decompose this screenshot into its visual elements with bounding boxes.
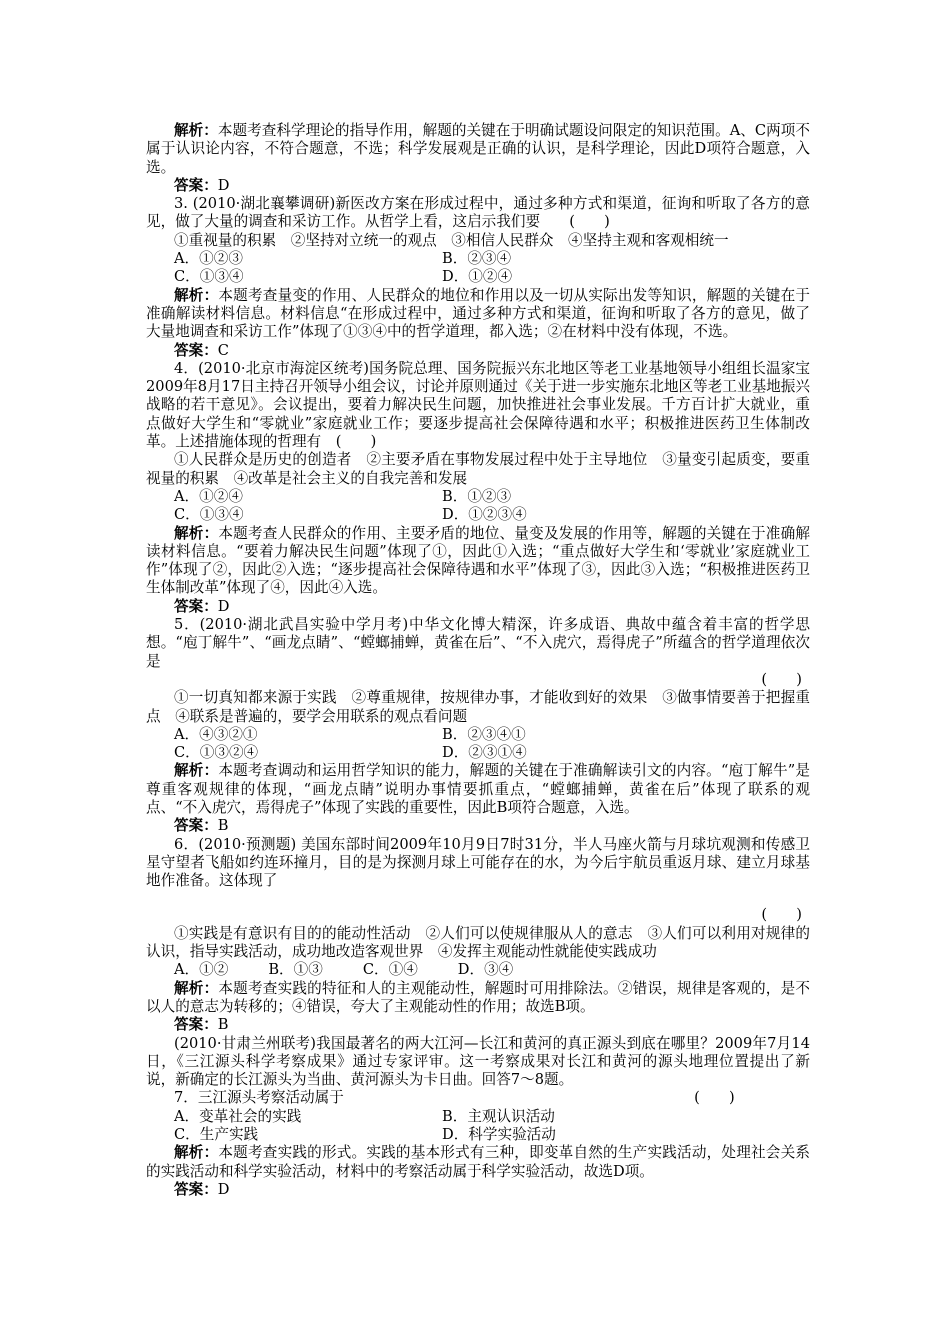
option-row (146, 744, 810, 762)
option-item: C．①④ (362, 961, 418, 979)
option-b: B．②③④① (442, 725, 526, 743)
answer-text: D (217, 597, 230, 615)
choice-statements: ①人民群众是历史的创造者 ②主要矛盾在事物发展过程中处于主导地位 ③量变引起质变，要重视量的积累 ④改革是社会主义的自我完善和发展 (146, 451, 810, 487)
option-a: C．①③②④ (174, 744, 259, 762)
question-stem: 3. (2010·湖北襄攀调研)新医改方案在形成过程中，通过多种方式和渠道，征询和听取了各方的意见，做了大量的调查和采访工作。从哲学上看，这启示我们要 ( ) (146, 195, 810, 231)
answer-line (146, 177, 810, 195)
answer-label: 答案： (174, 341, 218, 359)
option-b: D．①②③④ (442, 506, 527, 524)
option-b: B．①②③ (442, 487, 512, 505)
answer-line (146, 817, 810, 835)
question-stem: (2010·甘肃兰州联考)我国最著名的两大江河—长江和黄河的真正源头到底在哪里？2009年7月14日，《三江源头科学考察成果》通过专家评审。这一考察成果对长江和黄河的源头地理位置提出了新说，新确定的长江源头为当曲、黄河源头为卡日曲。回答7～8题。 (146, 1034, 810, 1089)
analysis-text: 本题考查量变的作用、人民群众的地位和作用以及一切从实际出发等知识，解题的关键在于准确解读材料信息。材料信息“在形成过程中，通过多种方式和渠道，征询和听取了各方的意见，做了大量地调查和采访工作”体现了①③④中的哲学道理，都入选；②在材料中没有体现，不选。 (146, 286, 810, 341)
analysis-text: 本题考查实践的特征和人的主观能动性，解题时可用排除法。②错误，规律是客观的，是不以人的意志为转移的；④错误，夸大了主观能动性的作用；故选B项。 (146, 979, 810, 1015)
question-stem: 6．(2010·预测题) 美国东部时间2009年10月9日7时31分，半人马座火箭与月球坑观测和传感卫星守望者飞船如约连环撞月，目的是为探测月球上可能存在的水，为今后宇航员重返月球、建立月球基地作准备。这体现了 (146, 835, 810, 890)
analysis-label: 解析： (174, 286, 219, 304)
option-item: D．③④ (457, 961, 514, 979)
answer-text: D (217, 1180, 230, 1198)
answer-line (146, 342, 810, 360)
analysis-text: 本题考查科学理论的指导作用，解题的关键在于明确试题设问限定的知识范围。A、C两项不属于认识论内容，不符合题意，不选；科学发展观是正确的认识，是科学理论，因此D项符合题意，入选。 (146, 122, 810, 176)
option-b: B．主观认识活动 (442, 1107, 555, 1125)
answer-label: 答案： (174, 1016, 218, 1034)
analysis-paragraph (146, 762, 810, 817)
analysis-label: 解析： (174, 1144, 219, 1162)
option-row (146, 1126, 810, 1144)
answer-blank: ( ) (761, 670, 802, 688)
option-b: D．科学实验活动 (442, 1126, 556, 1144)
option-row (146, 506, 810, 524)
option-b: D．①②④ (442, 268, 513, 286)
document-page (146, 122, 810, 1199)
option-row (146, 961, 810, 979)
option-row (146, 488, 810, 506)
analysis-paragraph (146, 122, 810, 177)
analysis-label: 解析： (174, 979, 219, 997)
option-a: A．④③②① (174, 725, 258, 743)
answer-label: 答案： (174, 1180, 218, 1198)
analysis-text: 本题考查调动和运用哲学知识的能力，解题的关键在于准确解读引文的内容。“庖丁解牛”是尊重客观规律的体现，“画龙点睛”说明办事情要抓重点，“螳螂捕蝉，黄雀在后”体现了联系的观点、“不入虎穴，焉得虎子”体现了实践的重要性，因此B项符合题意，入选。 (146, 762, 810, 816)
analysis-label: 解析： (174, 524, 219, 542)
analysis-paragraph (146, 287, 810, 342)
answer-text: C (217, 341, 229, 359)
answer-label: 答案： (174, 597, 218, 615)
spacer (146, 890, 810, 906)
option-a: C．①③④ (174, 506, 244, 524)
option-a: C．①③④ (174, 268, 244, 286)
option-a: A．①②③ (174, 250, 243, 268)
option-b: B．②③④ (442, 250, 512, 268)
question-stem: 4．(2010·北京市海淀区统考)国务院总理、国务院振兴东北地区等老工业基地领导小组组长温家宝2009年8月17日主持召开领导小组会议，讨论并原则通过《关于进一步实施东北地区等老工业基地振兴战略的若干意见》。会议提出，要着力解决民生问题，加快推进社会事业发展。千方百计扩大就业，重点做好大学生和“零就业”家庭就业工作；要逐步提高社会保障待遇和水平；积极推进医药卫生体制改革。上述措施体现的哲理有 ( ) (146, 359, 810, 451)
answer-line (146, 598, 810, 616)
question-stem: 7．三江源头考察活动属于 ( ) (174, 1089, 735, 1107)
question-stem: 5．(2010·湖北武昌实验中学月考)中华文化博大精深，许多成语、典故中蕴含着丰富的哲学思想。“庖丁解牛”、“画龙点睛”、“螳螂捕蝉，黄雀在后”、“不入虎穴，焉得虎子”所蕴含的哲学道理依次是 (146, 616, 810, 670)
answer-line (146, 1016, 810, 1034)
answer-blank: ( ) (761, 906, 802, 924)
analysis-text: 本题考查人民群众的作用、主要矛盾的地位、量变及发展的作用等，解题的关键在于准确解读材料信息。“要着力解决民生问题”体现了①，因此①入选；“重点做好大学生和‘零就业’家庭就业工作”体现了②，因此②入选；“逐步提高社会保障待遇和水平”体现了③，因此③入选；“积极推进医药卫生体制改革”体现了④，因此④入选。 (146, 524, 810, 597)
option-item: B．①③ (268, 961, 323, 979)
analysis-paragraph (146, 1144, 810, 1181)
choice-statements: ①实践是有意识有目的的能动性活动 ②人们可以使规律服从人的意志 ③人们可以利用对规律的认识，指导实践活动，成功地改造客观世界 ④发挥主观能动性就能使实践成功 (146, 924, 810, 961)
choice-statements: ①重视量的积累 ②坚持对立统一的观点 ③相信人民群众 ④坚持主观和客观相统一 (174, 231, 729, 249)
option-row (146, 726, 810, 744)
choice-statements: ①一切真知都来源于实践 ②尊重规律，按规律办事，才能收到好的效果 ③做事情要善于把握重点 ④联系是普遍的，要学会用联系的观点看问题 (146, 689, 810, 725)
answer-label: 答案： (174, 176, 218, 194)
analysis-text: 本题考查实践的形式。实践的基本形式有三种，即变革自然的生产实践活动，处理社会关系的实践活动和科学实验活动，材料中的考察活动属于科学实验活动，故选D项。 (146, 1144, 810, 1180)
option-row (146, 1108, 810, 1126)
answer-text: B (217, 817, 229, 835)
option-a: A．①②④ (174, 487, 243, 505)
option-a: A．变革社会的实践 (174, 1107, 302, 1125)
analysis-paragraph (146, 525, 810, 598)
analysis-paragraph (146, 980, 810, 1017)
option-a: C．生产实践 (174, 1126, 259, 1144)
analysis-label: 解析： (174, 122, 218, 139)
answer-text: B (217, 1016, 229, 1034)
analysis-label: 解析： (174, 762, 219, 780)
option-b: D．②③①④ (442, 744, 527, 762)
option-row (146, 268, 810, 286)
answer-label: 答案： (174, 817, 218, 835)
option-item: A．①② (174, 961, 229, 979)
option-row (146, 250, 810, 268)
answer-text: D (217, 176, 230, 194)
answer-line (146, 1181, 810, 1199)
